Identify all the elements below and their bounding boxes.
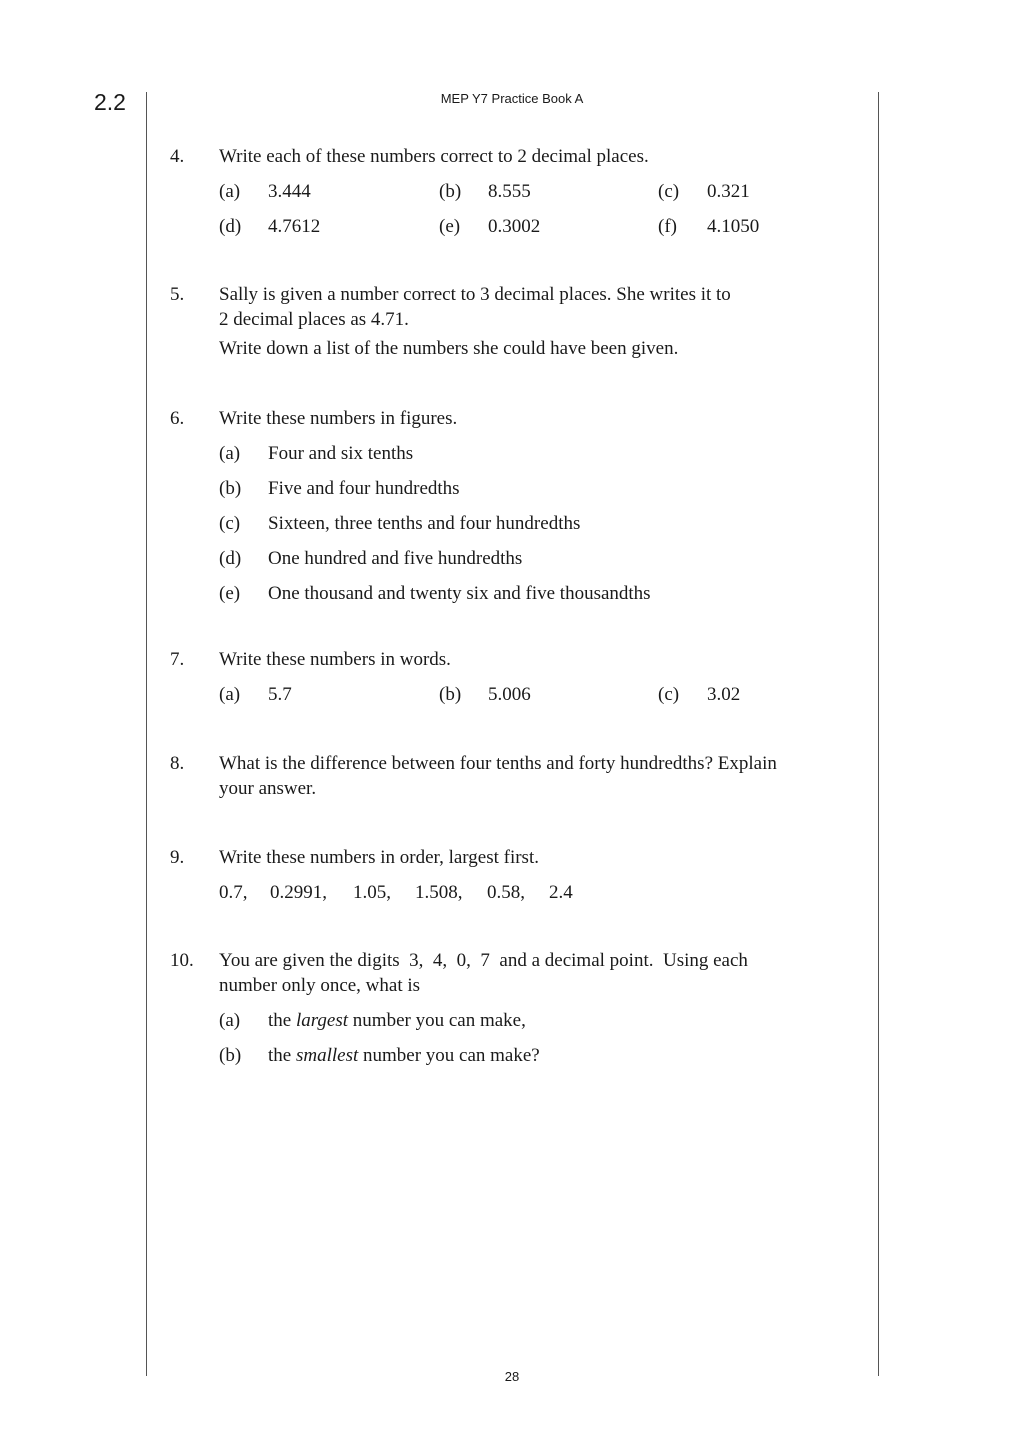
part-text: the: [268, 1010, 296, 1031]
part-value: Four and six tenths: [268, 443, 414, 464]
part-value: 5.7: [268, 684, 292, 705]
part-row: [219, 511, 840, 536]
question-text: Write down a list of the numbers she could have been given.: [219, 338, 679, 359]
question-text: Write these numbers in words.: [219, 649, 451, 670]
list-number: 1.508,: [415, 882, 463, 903]
part-row: [219, 546, 840, 571]
part-value: 4.1050: [707, 216, 760, 237]
question-text: 2 decimal places as 4.71.: [219, 309, 409, 330]
question-4: [170, 144, 840, 239]
question-number: 9.: [170, 847, 185, 868]
section-number: 2.2: [94, 89, 126, 115]
question-text: number only once, what is: [219, 975, 421, 996]
part-row: [219, 581, 840, 606]
question-text: Write each of these numbers correct to 2 decimal places.: [219, 146, 649, 167]
part-label: (b): [219, 1045, 242, 1066]
question-text: Sally is given a number correct to 3 decimal places. She writes it to: [219, 284, 731, 305]
question-number: 4.: [170, 146, 185, 167]
part-text: the: [268, 1045, 296, 1066]
page-header: MEP Y7 Practice Book A: [440, 91, 584, 106]
part-emphasis: largest: [295, 1010, 349, 1031]
part-value: [268, 1043, 540, 1068]
number-list: [219, 880, 840, 905]
question-text: Write these numbers in figures.: [219, 408, 458, 429]
question-8: [170, 751, 850, 801]
part-row: [219, 476, 840, 501]
part-label: (d): [219, 548, 242, 569]
right-margin-rule: [878, 92, 879, 1376]
part-row: [219, 1043, 840, 1068]
part-value: 0.3002: [488, 216, 541, 237]
parts-row: [219, 214, 840, 239]
part-label: (e): [219, 583, 241, 604]
part-value: Sixteen, three tenths and four hundredths: [268, 513, 581, 534]
part-row: [219, 1008, 840, 1033]
list-number: 2.4: [549, 882, 573, 903]
part-value: One hundred and five hundredths: [268, 548, 523, 569]
part-label: (b): [219, 478, 242, 499]
part-value: One thousand and twenty six and five thousandths: [268, 583, 651, 604]
question-number: 7.: [170, 649, 185, 670]
question-9: [170, 845, 840, 905]
part-label: (a): [219, 1010, 241, 1031]
question-number: 10.: [170, 950, 194, 971]
part-label: (d): [219, 216, 242, 237]
list-number: 0.58,: [487, 882, 525, 903]
left-margin-rule: [146, 92, 147, 1376]
list-number: 0.2991,: [270, 882, 327, 903]
part-label: (b): [439, 684, 462, 705]
part-value: 3.02: [707, 684, 741, 705]
list-number: 0.7,: [219, 882, 248, 903]
question-number: 8.: [170, 753, 185, 774]
page-number: 28: [504, 1369, 520, 1384]
part-value: Five and four hundredths: [268, 478, 460, 499]
question-7: [170, 647, 840, 707]
parts-row: [219, 682, 840, 707]
part-label: (a): [219, 181, 241, 202]
question-text: your answer.: [219, 778, 317, 799]
part-value: 0.321: [707, 181, 750, 202]
question-5: [170, 282, 840, 361]
question-6: [170, 406, 840, 606]
part-emphasis: smallest: [295, 1045, 359, 1066]
part-text: number you can make,: [348, 1010, 526, 1031]
part-value: 5.006: [488, 684, 531, 705]
question-text: What is the difference between four tenths and forty hundredths? Explain: [219, 753, 777, 774]
part-label: (a): [219, 684, 241, 705]
question-10: [170, 948, 840, 1068]
part-label: (f): [658, 216, 677, 237]
list-number: 1.05,: [353, 882, 391, 903]
question-number: 5.: [170, 284, 185, 305]
part-value: 4.7612: [268, 216, 321, 237]
part-row: [219, 441, 840, 466]
part-label: (c): [658, 181, 680, 202]
part-label: (e): [439, 216, 461, 237]
parts-row: [219, 179, 840, 204]
part-label: (b): [439, 181, 462, 202]
part-value: [268, 1008, 526, 1033]
question-text: Write these numbers in order, largest first.: [219, 847, 539, 868]
part-label: (a): [219, 443, 241, 464]
part-label: (c): [658, 684, 680, 705]
part-value: 8.555: [488, 181, 531, 202]
part-text: number you can make?: [358, 1045, 540, 1066]
part-label: (c): [219, 513, 241, 534]
question-number: 6.: [170, 408, 185, 429]
question-text: You are given the digits 3, 4, 0, 7 and a decimal point. Using each: [219, 950, 748, 971]
part-value: 3.444: [268, 181, 311, 202]
